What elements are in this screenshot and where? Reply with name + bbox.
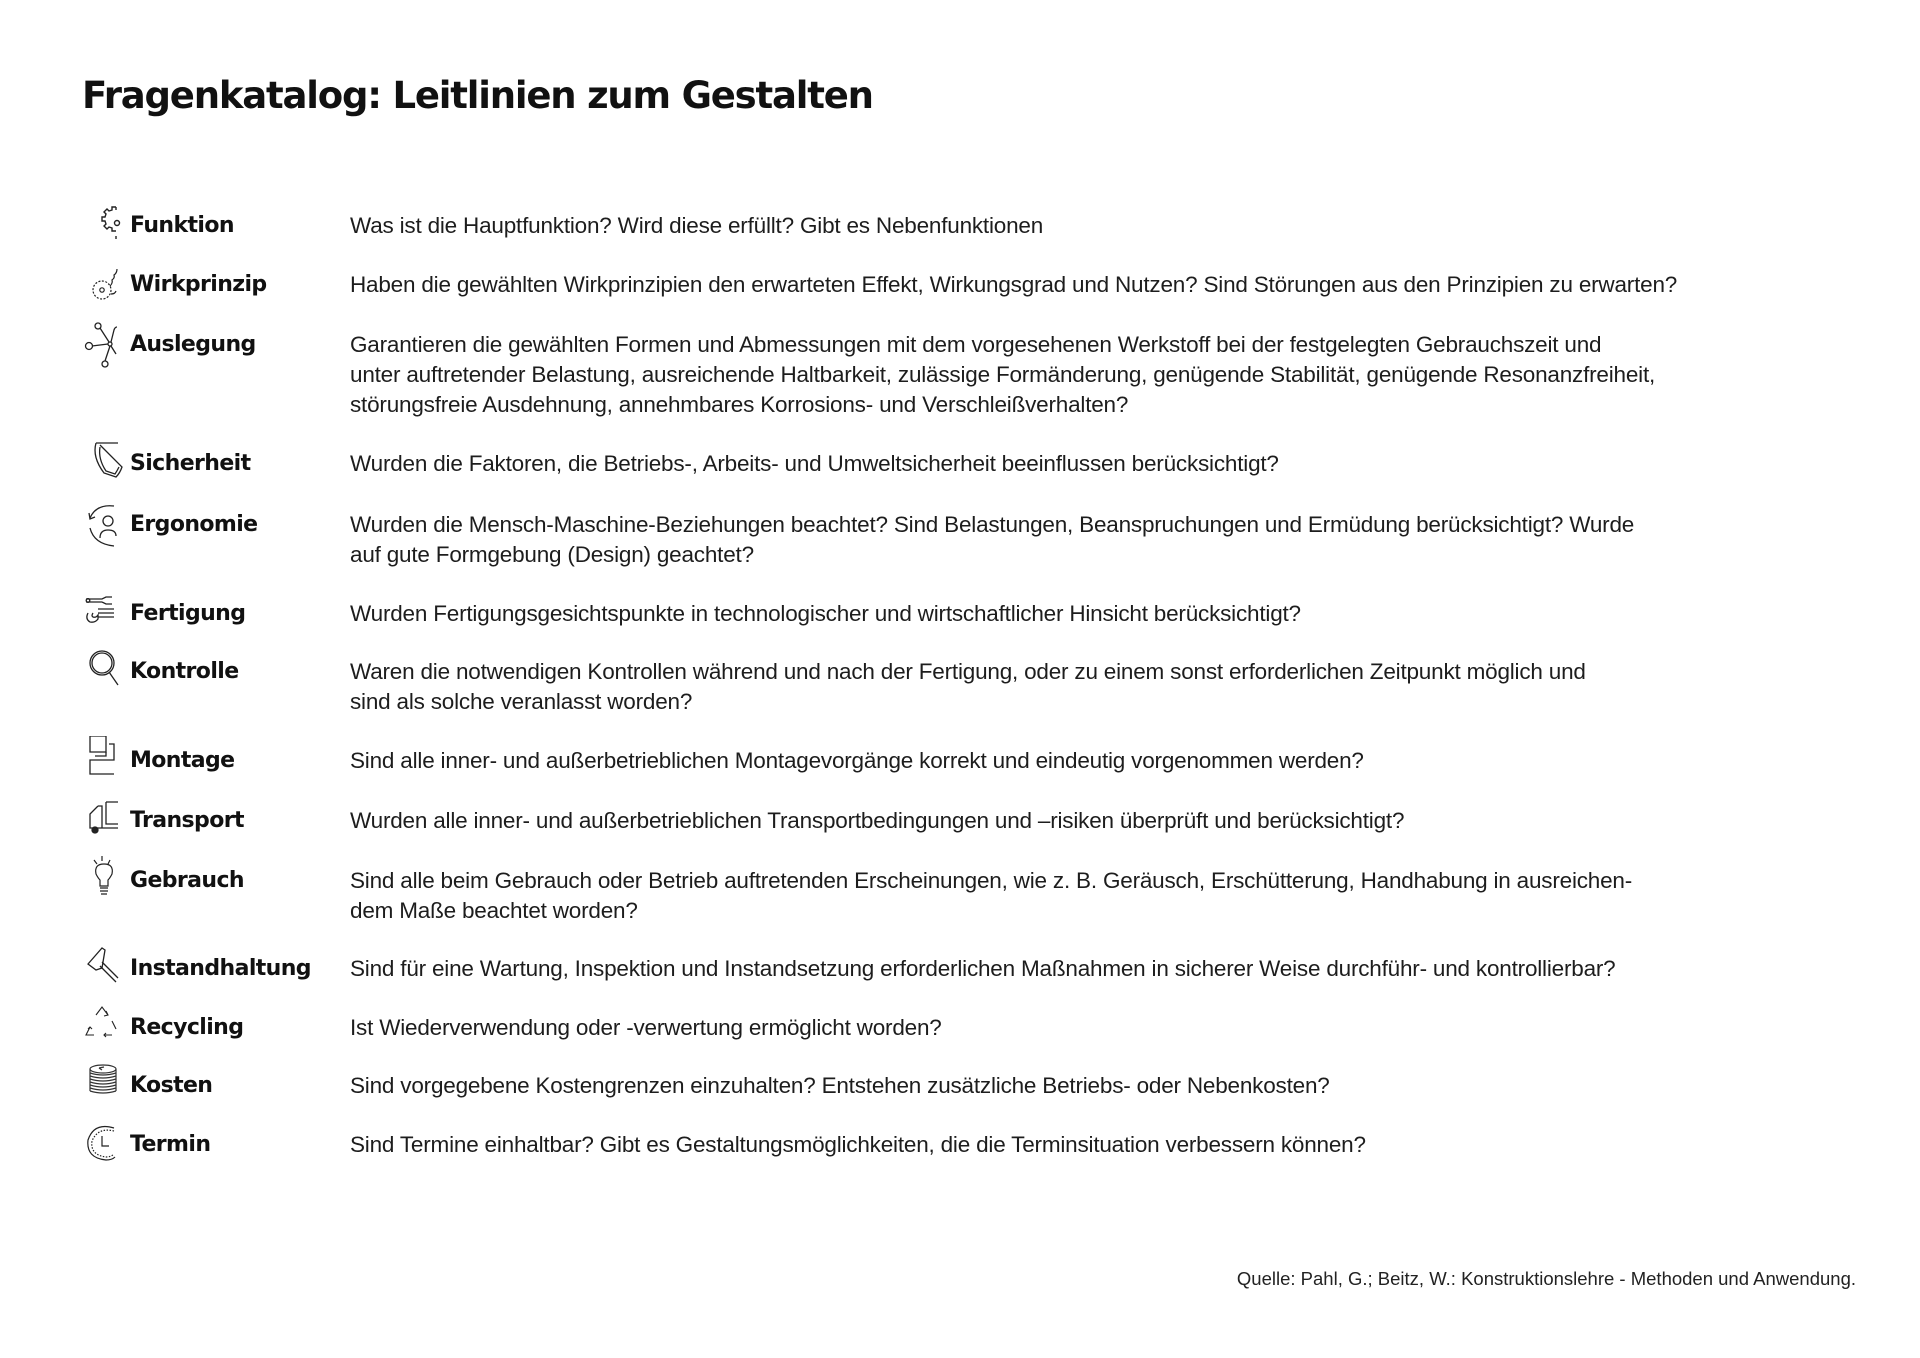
list-item-termin [82, 1130, 1842, 1168]
term-label: Fertigung [130, 601, 246, 626]
list-item-sicherheit [82, 449, 1842, 487]
list-item-recycling [82, 1013, 1842, 1051]
term-label: Funktion [130, 213, 234, 238]
term-description: Garantieren die gewählten Formen und Abmessungen mit dem vorgesehenen Werkstoff bei der festgelegten Gebrauchszeit und unter auftretender Belastung, ausreichende Haltbarkeit, zulässige Formänderung, genügende Stabilität, genügende Resonanzfreiheit, störungsfreie Ausdehnung, annehmbares Korrosions- und Verschleißverhalten? [350, 332, 1656, 417]
list-item-kosten [82, 1071, 1842, 1109]
term-label: Transport [130, 808, 244, 833]
list-item-gebrauch [82, 866, 1842, 926]
coins-icon [82, 1061, 130, 1109]
term-description: Sind alle beim Gebrauch oder Betrieb auftretenden Erscheinungen, wie z. B. Geräusch, Erschütterung, Handhabung in ausreichen- dem Maße beachtet worden? [350, 868, 1633, 923]
term-label: Gebrauch [130, 868, 244, 893]
list-item-wirkprinzip [82, 270, 1842, 308]
shield-icon [82, 439, 130, 487]
term-description: Sind vorgegebene Kostengrenzen einzuhalten? Entstehen zusätzliche Betriebs- oder Nebenkosten? [350, 1073, 1330, 1098]
term-label: Kosten [130, 1073, 213, 1098]
term-description: Was ist die Hauptfunktion? Wird diese erfüllt? Gibt es Nebenfunktionen [350, 213, 1044, 238]
list-item-montage [82, 746, 1842, 784]
lightbulb-icon [82, 856, 130, 904]
list-item-auslegung [82, 330, 1842, 420]
term-description: Sind für eine Wartung, Inspektion und Instandsetzung erforderlichen Maßnahmen in sicherer Weise durchführ- und kontrollierbar? [350, 956, 1616, 981]
list-item-funktion [82, 211, 1842, 249]
term-description: Wurden die Mensch-Maschine-Beziehungen beachtet? Sind Belastungen, Beanspruchungen und Ermüdung berücksichtigt? Wurde auf gute Formgebung (Design) geachtet? [350, 512, 1635, 567]
page-title: Fragenkatalog: Leitlinien zum Gestalten [82, 74, 873, 117]
term-label: Wirkprinzip [130, 272, 267, 297]
term-label: Ergonomie [130, 512, 258, 537]
term-description: Waren die notwendigen Kontrollen während und nach der Fertigung, oder zu einem sonst erforderlichen Zeitpunkt möglich und sind als solche veranlasst worden? [350, 659, 1586, 714]
truck-icon [82, 796, 130, 844]
term-label: Recycling [130, 1015, 244, 1040]
term-label: Sicherheit [130, 451, 251, 476]
gears-icon [82, 260, 130, 308]
list-item-transport [82, 806, 1842, 844]
network-icon [82, 320, 130, 368]
magnifier-icon [82, 647, 130, 695]
term-description: Sind alle inner- und außerbetrieblichen Montagevorgänge korrekt und eindeutig vorgenommen werden? [350, 748, 1364, 773]
term-description: Haben die gewählten Wirkprinzipien den erwarteten Effekt, Wirkungsgrad und Nutzen? Sind Störungen aus den Prinzipien zu erwarten? [350, 272, 1678, 297]
list-item-ergonomie [82, 510, 1842, 570]
recycle-icon [82, 1003, 130, 1051]
term-description: Wurden alle inner- und außerbetrieblichen Transportbedingungen und –risiken überprüft und berücksichtigt? [350, 808, 1405, 833]
assembly-icon [82, 736, 130, 784]
term-label: Auslegung [130, 332, 256, 357]
person-cycle-icon [82, 500, 130, 548]
list-item-kontrolle [82, 657, 1842, 717]
term-description: Ist Wiederverwendung oder -verwertung ermöglicht worden? [350, 1015, 942, 1040]
term-description: Wurden Fertigungsgesichtspunkte in technologischer und wirtschaftlicher Hinsicht berücksichtigt? [350, 601, 1301, 626]
term-description: Sind Termine einhaltbar? Gibt es Gestaltungsmöglichkeiten, die die Terminsituation verbessern können? [350, 1132, 1366, 1157]
term-label: Montage [130, 748, 235, 773]
clock-icon [82, 1120, 130, 1168]
list-item-instandhaltung [82, 954, 1842, 992]
list-item-fertigung [82, 599, 1842, 637]
tools-icon [82, 589, 130, 637]
term-label: Termin [130, 1132, 211, 1157]
term-label: Kontrolle [130, 659, 239, 684]
gear-icon [82, 201, 130, 249]
hammer-icon [82, 944, 130, 992]
term-description: Wurden die Faktoren, die Betriebs-, Arbeits- und Umweltsicherheit beeinflussen berücksichtigt? [350, 451, 1279, 476]
source-citation: Quelle: Pahl, G.; Beitz, W.: Konstruktionslehre - Methoden und Anwendung. [1236, 1268, 1856, 1289]
term-label: Instandhaltung [130, 956, 311, 981]
